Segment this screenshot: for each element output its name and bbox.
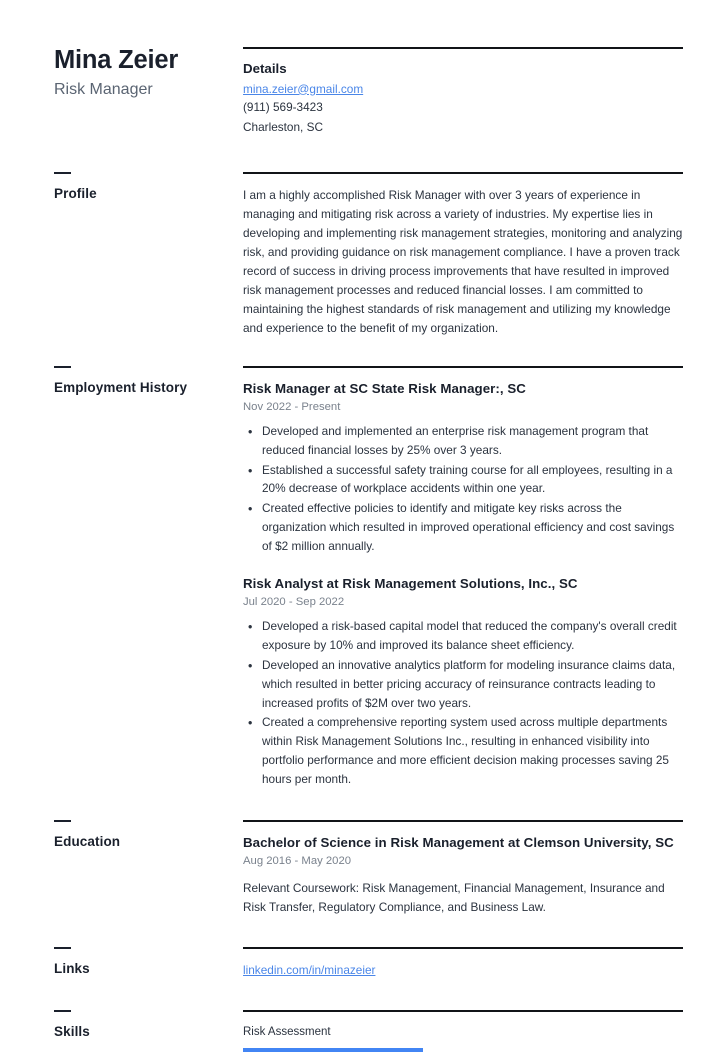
job-bullet-list (243, 617, 683, 789)
dash-marker-icon (54, 366, 71, 368)
dash-marker-icon (54, 1010, 71, 1012)
sidebar-label-education: Education (54, 833, 121, 849)
list-item: • Developed and implemented an enterprise risk management program that reduced financial losses by 25% over 3 years. (243, 422, 683, 460)
education-sidebar (0, 820, 243, 917)
details-heading: Details (243, 61, 287, 76)
profile-sidebar (0, 172, 243, 339)
linkedin-link[interactable]: linkedin.com/in/minazeier (243, 963, 376, 978)
profile-content (243, 172, 724, 339)
skill-item (243, 1012, 683, 1052)
profile-section (0, 172, 724, 339)
job-title: Risk Manager (54, 81, 153, 99)
education-entry (243, 822, 683, 917)
skills-sidebar (0, 1010, 243, 1052)
degree-description: Relevant Coursework: Risk Management, Financial Management, Insurance and Risk Transfer, Regulatory Compliance, and Business Law. (243, 881, 665, 915)
skills-content (243, 1010, 724, 1052)
list-item: • Developed a risk-based capital model that reduced the company's overall credit exposure by 10% and improved its balance sheet efficiency. (243, 617, 683, 655)
job-bullet-list (243, 422, 683, 556)
skill-level-track (243, 1048, 643, 1052)
list-item: • Created a comprehensive reporting system used across multiple departments within Risk Management Solutions Inc., resulting in enhanced visibility into portfolio performance and more efficient decision making processes saving 25 hours per month. (243, 713, 683, 789)
dash-marker-icon (54, 820, 71, 822)
employment-entry (243, 368, 683, 556)
sidebar-label-links: Links (54, 961, 90, 977)
job-dates: Jul 2020 - Sep 2022 (243, 595, 345, 608)
dash-marker-icon (54, 172, 71, 174)
detail-email-row (243, 80, 683, 99)
resume-header (0, 0, 724, 137)
employment-entry (243, 557, 683, 789)
employment-section (0, 366, 724, 790)
links-section (0, 947, 724, 980)
degree-title: Bachelor of Science in Risk Management at Clemson University, SC (243, 834, 674, 850)
skill-level-fill (243, 1048, 423, 1052)
job-title-heading: Risk Manager at SC State Risk Manager:, SC (243, 380, 526, 396)
list-item: • Developed an innovative analytics platform for modeling insurance claims data, which resulted in better pricing accuracy of reinsurance contracts leading to increased profits of $2M over two years. (243, 656, 683, 713)
job-title-heading: Risk Analyst at Risk Management Solutions, Inc., SC (243, 575, 578, 591)
links-sidebar (0, 947, 243, 980)
links-content (243, 947, 724, 980)
list-item: • Established a successful safety training course for all employees, resulting in a 20% decrease of workplace accidents within one year. (243, 461, 683, 499)
education-section (0, 820, 724, 917)
email-link[interactable]: mina.zeier@gmail.com (243, 81, 364, 96)
page-title: Mina Zeier (54, 46, 179, 74)
profile-text: I am a highly accomplished Risk Manager with over 3 years of experience in managing and mitigating risk across a variety of industries. My expertise lies in developing and implementing risk management strategies, monitoring and analyzing risk, and providing guidance on risk management compliance. I have a proven track record of success in driving process improvements that have resulted in improved risk management processes and reduced financial losses. I am committed to maintaining the highest standards of risk management and utilizing my knowledge and experience to the benefit of my organization. (243, 187, 683, 336)
detail-location: Charleston, SC (243, 119, 323, 134)
dash-marker-icon (54, 947, 71, 949)
header-identity (0, 0, 243, 137)
sidebar-label-employment-history: Employment History (54, 379, 188, 395)
sidebar-label-profile: Profile (54, 185, 97, 201)
education-content (243, 820, 724, 917)
job-dates: Nov 2022 - Present (243, 400, 341, 413)
degree-dates: Aug 2016 - May 2020 (243, 854, 352, 867)
skill-name: Risk Assessment (243, 1026, 331, 1039)
list-item: • Created effective policies to identify and mitigate key risks across the organization which resulted in improved operational efficiency and cost savings of $2 million annually. (243, 499, 683, 556)
details-section (243, 0, 724, 137)
sidebar-label-skills: Skills (54, 1024, 90, 1040)
employment-content (243, 366, 724, 790)
employment-sidebar (0, 366, 243, 790)
skills-section (0, 1010, 724, 1052)
detail-phone: (911) 569-3423 (243, 100, 323, 115)
